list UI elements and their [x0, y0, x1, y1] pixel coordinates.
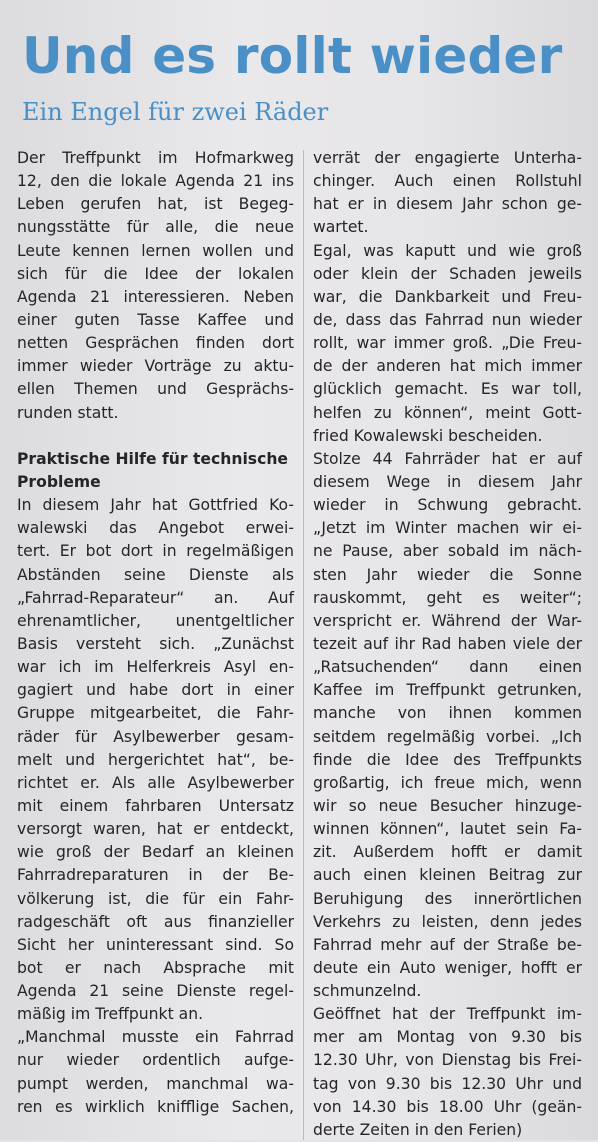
text-line: sten Jahr wieder die Sonne — [313, 565, 582, 584]
text-line: nungsstätte für alle, die neue — [17, 218, 294, 237]
text-line: 12, den die lokale Agenda 21 ins — [17, 172, 294, 191]
text-line: Abständen seine Dienste als — [17, 565, 294, 584]
text-line: de, dass das Fahrrad nun wieder — [313, 310, 582, 329]
text-line: tert. Er bot dort in regelmäßigen — [17, 542, 294, 561]
text-line: zit. Außerdem hofft er damit — [313, 843, 582, 862]
text-line: chinger. Auch einen Rollstuhl — [313, 172, 582, 191]
text-line: richtet er. Als alle Asylbewerber — [17, 773, 294, 792]
text-line: mit einem fahrbaren Untersatz — [17, 796, 294, 815]
text-line: bot er nach Absprache mit — [17, 958, 294, 977]
column-divider — [303, 150, 304, 1140]
text-line: völkerung ist, die für ein Fahr- — [17, 889, 294, 908]
text-line: tag von 9.30 bis 12.30 Uhr und — [313, 1074, 582, 1093]
text-line: pumpt werden, manchmal wa- — [17, 1074, 294, 1093]
text-line: helfen zu können“, meint Gott- — [313, 403, 582, 422]
text-line: Leute kennen lernen wollen und — [17, 241, 294, 260]
text-line: Sicht her uninteressant sind. So — [17, 935, 294, 954]
text-line: „Ratsuchenden“ dann einen — [313, 658, 582, 677]
text-line: fried Kowalewski bescheiden. — [313, 426, 543, 445]
text-line: diesem Wege in diesem Jahr — [313, 472, 582, 491]
text-line: Basis versteht sich. „Zunächst — [17, 634, 294, 653]
text-line: Fahrradreparaturen in der Be- — [17, 866, 294, 885]
text-line: glücklich gemacht. Es war toll, — [313, 380, 582, 399]
text-line: verrät der engagierte Unterha- — [313, 149, 582, 167]
text-line: Leben gerufen hat, ist Begeg- — [17, 195, 294, 214]
text-line: Beruhigung des innerörtlichen — [313, 889, 582, 908]
text-line: nur wieder ordentlich aufge- — [17, 1051, 294, 1070]
section-heading-line: Praktische Hilfe für technische — [17, 449, 289, 468]
text-line: einer guten Tasse Kaffee und — [17, 310, 294, 329]
text-line: verspricht er. Während der War- — [313, 611, 582, 630]
article-column-right — [313, 147, 582, 1142]
text-line: hat er in diesem Jahr schon ge- — [313, 195, 582, 214]
text-line: Kaffee im Treffpunkt getrunken, — [313, 681, 582, 700]
article-column-left — [17, 147, 294, 1119]
text-line: Stolze 44 Fahrräder hat er auf — [313, 449, 582, 468]
text-line: wir so neue Besucher hinzuge- — [313, 796, 582, 815]
text-line: wieder in Schwung gebracht. — [313, 496, 582, 515]
text-line: „Jetzt im Winter machen wir ei- — [313, 519, 582, 538]
text-line: ehrenamtlicher, unentgeltlicher — [17, 611, 294, 630]
text-line: mäßig im Treffpunkt an. — [17, 1005, 204, 1024]
article-headline: Und es rollt wieder — [22, 27, 563, 85]
text-line: wie groß der Bedarf an kleinen — [17, 843, 294, 862]
text-line: räder für Asylbewerber gesam- — [17, 727, 294, 746]
text-line: 12.30 Uhr, von Dienstag bis Frei- — [313, 1051, 582, 1070]
text-line: melt und hergerichtet hat“, be- — [17, 750, 294, 769]
text-line: ellen Themen und Gesprächs- — [17, 380, 294, 399]
text-line: runden statt. — [17, 403, 119, 422]
text-line: ne Pause, aber sobald im näch- — [313, 542, 582, 561]
paragraph-gap — [17, 425, 294, 448]
text-line: ren es wirklich knifflige Sachen, — [17, 1097, 294, 1116]
text-line: immer wieder Vorträge zu aktu- — [17, 357, 294, 376]
text-line: rauskommt, geht es weiter“; — [313, 588, 582, 607]
text-line: deute ein Auto weniger, hofft er — [313, 958, 582, 977]
text-line: Gruppe mitgearbeitet, die Fahr- — [17, 704, 294, 723]
text-line: Agenda 21 interessieren. Neben — [17, 287, 294, 306]
text-line: gagiert und habe dort in einer — [17, 681, 294, 700]
text-line: radgeschäft oft aus finanzieller — [17, 912, 294, 931]
text-line: großartig, ich freue mich, wenn — [313, 773, 582, 792]
text-line: Egal, was kaputt und wie groß — [313, 241, 582, 260]
text-line: seitdem regelmäßig vorbei. „Ich — [313, 727, 582, 746]
text-line: sich für die Idee der lokalen — [17, 264, 294, 283]
section-heading-line: Probleme — [17, 472, 101, 491]
text-line: wartet. — [313, 218, 369, 237]
text-line: tezeit auf ihr Rad haben viele der — [313, 634, 582, 653]
text-line: manche von ihnen kommen — [313, 704, 582, 723]
text-line: „Manchmal musste ein Fahrrad — [17, 1028, 294, 1047]
text-line: war ich im Helferkreis Asyl en- — [17, 658, 294, 677]
text-line: auch einen kleinen Beitrag zur — [313, 866, 582, 885]
text-line: de der anderen hat mich immer — [313, 357, 582, 376]
text-line: oder klein der Schaden jeweils — [313, 264, 582, 283]
article-subheadline: Ein Engel für zwei Räder — [22, 98, 329, 126]
text-line: Verkehrs zu leisten, denn jedes — [313, 912, 582, 931]
text-line: derte Zeiten in den Ferien) — [313, 1120, 523, 1139]
text-line: von 14.30 bis 18.00 Uhr (geän- — [313, 1097, 582, 1116]
text-line: rollt, war immer groß. „Die Freu- — [313, 334, 582, 353]
text-line: Agenda 21 seine Dienste regel- — [17, 982, 294, 1001]
text-line: mer am Montag von 9.30 bis — [313, 1028, 582, 1047]
text-line: Der Treffpunkt im Hofmarkweg — [17, 149, 294, 167]
text-line: war, die Dankbarkeit und Freu- — [313, 287, 582, 306]
text-line: Geöffnet hat der Treffpunkt im- — [313, 1005, 582, 1024]
text-line: walewski das Angebot erwei- — [17, 519, 294, 538]
text-line: schmunzelnd. — [313, 982, 422, 1001]
text-line: versorgt waren, hat er entdeckt, — [17, 820, 294, 839]
text-line: winnen können“, lautet sein Fa- — [313, 820, 582, 839]
text-line: finde die Idee des Treffpunkts — [313, 750, 582, 769]
text-line: Fahrrad mehr auf der Straße be- — [313, 935, 582, 954]
text-line: „Fahrrad-Reparateur“ an. Auf — [17, 588, 294, 607]
text-line: In diesem Jahr hat Gottfried Ko- — [17, 496, 294, 515]
text-line: netten Gesprächen finden dort — [17, 334, 294, 353]
